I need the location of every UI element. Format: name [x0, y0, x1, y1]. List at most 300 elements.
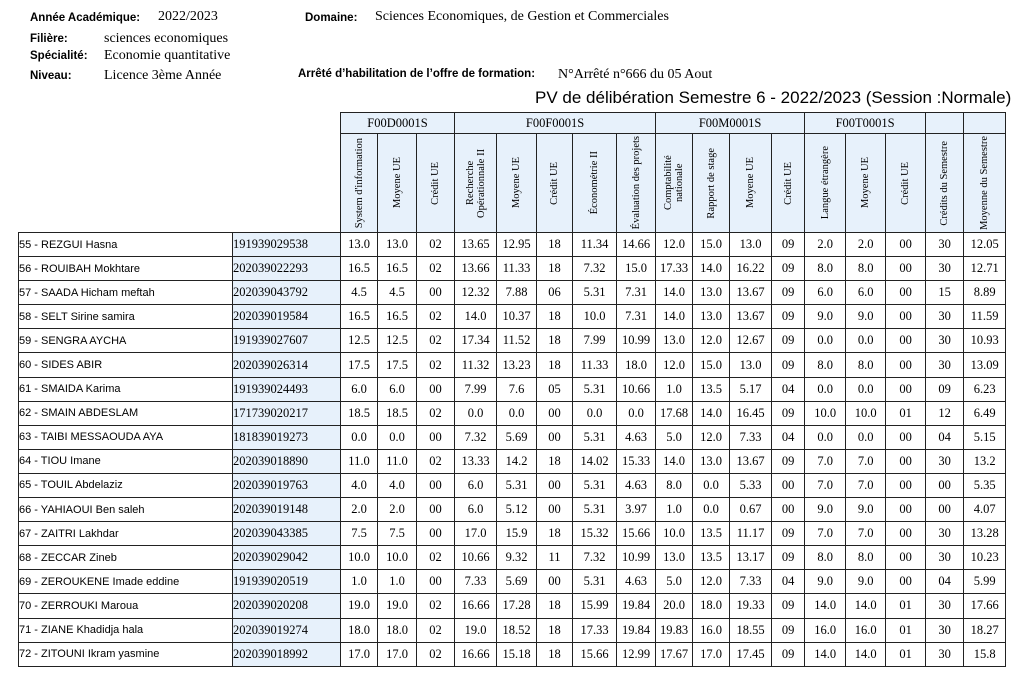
grade-cell: 5.31	[573, 473, 617, 497]
grade-cell: 18.5	[341, 401, 378, 425]
grade-cell: 09	[772, 353, 805, 377]
grade-cell: 0.0	[805, 377, 846, 401]
grade-cell: 11.0	[378, 449, 417, 473]
grade-cell: 15.32	[573, 522, 617, 546]
grade-cell: 11.33	[573, 353, 617, 377]
grade-cell: 12.32	[455, 281, 497, 305]
table-row	[19, 329, 1006, 353]
filiere-value: sciences economiques	[104, 31, 229, 46]
grade-cell: 00	[417, 522, 455, 546]
grade-cell: 8.0	[805, 257, 846, 281]
grade-cell: 13.5	[693, 546, 730, 570]
grade-cell: 00	[537, 401, 573, 425]
grade-cell: 12.0	[693, 570, 730, 594]
grade-cell: 17.0	[693, 642, 730, 666]
student-name: 63 - TAIBI MESSAOUDA AYA	[19, 425, 233, 449]
grade-cell: 18.55	[730, 618, 772, 642]
grade-cell: 10.93	[964, 329, 1006, 353]
grade-cell: 00	[886, 281, 926, 305]
grade-cell: 00	[537, 570, 573, 594]
grade-cell: 12.5	[341, 329, 378, 353]
grade-cell: 02	[417, 546, 455, 570]
column-header	[964, 134, 1006, 233]
grade-cell: 10.66	[617, 377, 656, 401]
student-name: 66 - YAHIAOUI Ben saleh	[19, 498, 233, 522]
grade-cell: 15.99	[573, 594, 617, 618]
student-matricule: 202039043385	[233, 522, 341, 546]
grade-cell: 02	[417, 257, 455, 281]
grade-cell: 7.6	[497, 377, 537, 401]
student-matricule: 202039018992	[233, 642, 341, 666]
grade-cell: 12.67	[730, 329, 772, 353]
grade-cell: 18.0	[341, 618, 378, 642]
grade-cell: 13.0	[378, 233, 417, 257]
student-matricule: 171739020217	[233, 401, 341, 425]
grade-cell: 17.45	[730, 642, 772, 666]
grade-cell: 11.32	[455, 353, 497, 377]
grade-cell: 7.32	[573, 257, 617, 281]
grade-cell: 00	[886, 546, 926, 570]
column-header	[693, 134, 730, 233]
grade-cell: 8.0	[846, 257, 886, 281]
grade-cell: 18.5	[378, 401, 417, 425]
grade-cell: 18	[537, 353, 573, 377]
grade-cell: 06	[537, 281, 573, 305]
grade-cell: 1.0	[378, 570, 417, 594]
grade-cell: 00	[537, 498, 573, 522]
grade-cell: 17.66	[964, 594, 1006, 618]
student-matricule: 202039020208	[233, 594, 341, 618]
grade-cell: 10.23	[964, 546, 1006, 570]
grade-cell: 5.35	[964, 473, 1006, 497]
grade-cell: 4.63	[617, 473, 656, 497]
grade-cell: 02	[417, 401, 455, 425]
column-header	[455, 134, 497, 233]
grade-cell: 16.5	[378, 305, 417, 329]
table-row	[19, 546, 1006, 570]
column-header-label: Crédit UE	[900, 161, 912, 205]
pv-title: PV de délibération Semestre 6 - 2022/2023 (Session :Normale)	[535, 88, 1012, 107]
grade-cell: 15.66	[617, 522, 656, 546]
grade-cell: 00	[537, 425, 573, 449]
student-matricule: 202039019274	[233, 618, 341, 642]
grade-cell: 5.12	[497, 498, 537, 522]
grade-cell: 16.66	[455, 642, 497, 666]
grade-cell: 01	[886, 618, 926, 642]
grade-cell: 09	[772, 257, 805, 281]
grade-cell: 14.66	[617, 233, 656, 257]
domaine-value: Sciences Economiques, de Gestion et Commerciales	[375, 9, 669, 24]
grade-cell: 30	[926, 522, 964, 546]
ue-code-empty	[926, 113, 964, 134]
grade-cell: 5.31	[573, 498, 617, 522]
grade-cell: 7.5	[341, 522, 378, 546]
grade-cell: 14.2	[497, 449, 537, 473]
grade-cell: 18	[537, 305, 573, 329]
specialite-label: Spécialité:	[30, 50, 88, 62]
grade-cell: 09	[772, 233, 805, 257]
grade-cell: 02	[417, 594, 455, 618]
grade-cell: 18	[537, 257, 573, 281]
student-name: 55 - REZGUI Hasna	[19, 233, 233, 257]
student-matricule: 191939029538	[233, 233, 341, 257]
grade-cell: 4.0	[378, 473, 417, 497]
grade-cell: 00	[417, 425, 455, 449]
grade-cell: 00	[926, 498, 964, 522]
student-matricule: 202039018890	[233, 449, 341, 473]
grade-cell: 19.0	[341, 594, 378, 618]
grade-cell: 8.89	[964, 281, 1006, 305]
student-name: 57 - SAADA Hicham meftah	[19, 281, 233, 305]
student-name: 61 - SMAIDA Karima	[19, 377, 233, 401]
table-row	[19, 233, 1006, 257]
grade-cell: 18	[537, 642, 573, 666]
column-header	[617, 134, 656, 233]
grade-cell: 10.0	[805, 401, 846, 425]
student-name: 69 - ZEROUKENE Imade eddine	[19, 570, 233, 594]
grade-cell: 6.0	[378, 377, 417, 401]
table-row	[19, 257, 1006, 281]
grade-cell: 11.52	[497, 329, 537, 353]
column-header	[846, 134, 886, 233]
arrete-label: Arrêté d’habilitation de l’offre de formation:	[298, 68, 536, 80]
grade-cell: 4.07	[964, 498, 1006, 522]
grade-cell: 10.99	[617, 329, 656, 353]
grade-cell: 7.0	[805, 522, 846, 546]
grade-cell: 30	[926, 305, 964, 329]
grade-cell: 00	[417, 473, 455, 497]
grade-cell: 18	[537, 233, 573, 257]
grade-cell: 30	[926, 642, 964, 666]
column-header-label: Crédit UE	[782, 161, 794, 205]
student-name: 71 - ZIANE Khadidja hala	[19, 618, 233, 642]
table-row	[19, 449, 1006, 473]
ue-code: F00T0001S	[805, 113, 926, 134]
grade-cell: 15.18	[497, 642, 537, 666]
student-matricule: 202039026314	[233, 353, 341, 377]
grade-cell: 6.0	[455, 473, 497, 497]
grade-cell: 5.33	[730, 473, 772, 497]
grade-cell: 2.0	[846, 233, 886, 257]
grade-cell: 0.0	[617, 401, 656, 425]
grade-cell: 11.34	[573, 233, 617, 257]
grade-cell: 17.5	[378, 353, 417, 377]
column-header-label: System d'information	[353, 137, 365, 229]
student-matricule: 191939024493	[233, 377, 341, 401]
grade-cell: 00	[772, 473, 805, 497]
table-row	[19, 642, 1006, 666]
grade-cell: 30	[926, 618, 964, 642]
grade-cell: 10.0	[341, 546, 378, 570]
grade-cell: 13.67	[730, 281, 772, 305]
column-header	[926, 134, 964, 233]
grade-cell: 17.34	[455, 329, 497, 353]
grade-cell: 9.0	[805, 305, 846, 329]
student-matricule: 202039019763	[233, 473, 341, 497]
grade-cell: 0.0	[846, 329, 886, 353]
grade-cell: 16.0	[846, 618, 886, 642]
grade-cell: 7.0	[805, 473, 846, 497]
column-header-label: Rapport de stage	[705, 147, 717, 219]
grade-cell: 7.33	[730, 570, 772, 594]
grade-cell: 17.67	[656, 642, 693, 666]
grade-cell: 9.0	[805, 570, 846, 594]
table-row	[19, 522, 1006, 546]
student-matricule: 202039022293	[233, 257, 341, 281]
grade-cell: 16.66	[455, 594, 497, 618]
column-header-label: Recherche Opérationnale II	[464, 148, 487, 218]
table-row	[19, 353, 1006, 377]
niveau-label: Niveau:	[30, 70, 72, 82]
grade-cell: 02	[417, 353, 455, 377]
ue-code: F00M0001S	[656, 113, 805, 134]
column-header	[573, 134, 617, 233]
grade-cell: 9.0	[846, 305, 886, 329]
grade-cell: 17.33	[656, 257, 693, 281]
grade-cell: 13.5	[693, 377, 730, 401]
grade-cell: 0.0	[573, 401, 617, 425]
grade-cell: 1.0	[341, 570, 378, 594]
grade-cell: 09	[772, 281, 805, 305]
grade-cell: 14.0	[805, 594, 846, 618]
grade-cell: 04	[772, 570, 805, 594]
grade-cell: 7.99	[455, 377, 497, 401]
grade-cell: 13.2	[964, 449, 1006, 473]
ue-code: F00D0001S	[341, 113, 455, 134]
grade-cell: 02	[417, 233, 455, 257]
grade-cell: 4.5	[378, 281, 417, 305]
student-matricule: 181839019273	[233, 425, 341, 449]
grade-cell: 13.0	[730, 353, 772, 377]
grade-cell: 00	[417, 377, 455, 401]
grade-cell: 0.0	[693, 473, 730, 497]
grade-cell: 8.0	[805, 546, 846, 570]
column-header	[417, 134, 455, 233]
column-header	[805, 134, 846, 233]
grade-cell: 0.0	[455, 401, 497, 425]
grade-cell: 8.0	[846, 546, 886, 570]
grade-cell: 5.31	[497, 473, 537, 497]
grade-cell: 4.63	[617, 570, 656, 594]
grade-cell: 7.0	[846, 522, 886, 546]
grade-cell: 5.0	[656, 570, 693, 594]
grade-cell: 16.5	[341, 257, 378, 281]
grade-cell: 10.0	[846, 401, 886, 425]
grade-cell: 2.0	[378, 498, 417, 522]
grade-cell: 00	[417, 498, 455, 522]
grade-cell: 01	[886, 594, 926, 618]
grade-cell: 17.0	[455, 522, 497, 546]
grade-cell: 13.0	[656, 546, 693, 570]
grade-cell: 30	[926, 353, 964, 377]
grade-cell: 12.0	[693, 425, 730, 449]
grade-cell: 12.0	[656, 233, 693, 257]
grade-cell: 8.0	[846, 353, 886, 377]
grade-cell: 15	[926, 281, 964, 305]
column-header-label: Langue étrangère	[819, 146, 831, 220]
grade-cell: 18	[537, 329, 573, 353]
grade-cell: 09	[772, 546, 805, 570]
table-row	[19, 425, 1006, 449]
grade-cell: 14.0	[656, 281, 693, 305]
grade-cell: 4.5	[341, 281, 378, 305]
grade-cell: 14.0	[846, 642, 886, 666]
grade-cell: 5.69	[497, 425, 537, 449]
grade-cell: 09	[772, 594, 805, 618]
grade-cell: 0.0	[497, 401, 537, 425]
grade-cell: 19.84	[617, 618, 656, 642]
grade-cell: 13.0	[693, 449, 730, 473]
grade-cell: 10.37	[497, 305, 537, 329]
grade-cell: 16.0	[693, 618, 730, 642]
grade-cell: 18	[537, 522, 573, 546]
grade-cell: 9.0	[846, 498, 886, 522]
grade-cell: 13.23	[497, 353, 537, 377]
student-matricule: 202039029042	[233, 546, 341, 570]
grade-cell: 9.32	[497, 546, 537, 570]
grade-cell: 19.0	[378, 594, 417, 618]
grade-cell: 7.32	[573, 546, 617, 570]
student-matricule: 202039019584	[233, 305, 341, 329]
grade-cell: 12.5	[378, 329, 417, 353]
grade-cell: 12.99	[617, 642, 656, 666]
grade-cell: 19.0	[455, 618, 497, 642]
grade-cell: 02	[417, 305, 455, 329]
grade-cell: 5.31	[573, 377, 617, 401]
grade-cell: 09	[772, 329, 805, 353]
grade-cell: 15.8	[964, 642, 1006, 666]
column-header	[378, 134, 417, 233]
grade-cell: 1.0	[656, 498, 693, 522]
niveau-value: Licence 3ème Année	[104, 68, 222, 83]
grade-cell: 14.0	[656, 305, 693, 329]
grade-cell: 00	[886, 498, 926, 522]
grade-cell: 5.0	[656, 425, 693, 449]
column-header	[730, 134, 772, 233]
grade-cell: 11.0	[341, 449, 378, 473]
grade-cell: 9.0	[805, 498, 846, 522]
grade-cell: 00	[886, 353, 926, 377]
grade-cell: 7.0	[846, 473, 886, 497]
grade-cell: 7.33	[455, 570, 497, 594]
grade-cell: 02	[417, 329, 455, 353]
grade-cell: 18.0	[378, 618, 417, 642]
grade-cell: 17.0	[378, 642, 417, 666]
grade-cell: 11.17	[730, 522, 772, 546]
grade-cell: 09	[772, 618, 805, 642]
grade-cell: 0.0	[378, 425, 417, 449]
grade-cell: 1.0	[656, 377, 693, 401]
grade-cell: 13.67	[730, 305, 772, 329]
grade-cell: 6.49	[964, 401, 1006, 425]
grade-cell: 18.0	[617, 353, 656, 377]
grade-cell: 17.33	[573, 618, 617, 642]
grade-cell: 11.33	[497, 257, 537, 281]
column-header-label: Moyene UE	[860, 157, 872, 209]
grade-cell: 16.5	[378, 257, 417, 281]
student-matricule: 202039043792	[233, 281, 341, 305]
grade-cell: 18	[537, 618, 573, 642]
grade-cell: 10.0	[573, 305, 617, 329]
grade-cell: 16.45	[730, 401, 772, 425]
grade-cell: 0.0	[341, 425, 378, 449]
grade-cell: 0.0	[805, 329, 846, 353]
grade-cell: 04	[926, 425, 964, 449]
grade-cell: 14.0	[656, 449, 693, 473]
table-row	[19, 618, 1006, 642]
student-name: 67 - ZAITRI Lakhdar	[19, 522, 233, 546]
grade-cell: 09	[772, 522, 805, 546]
grade-cell: 13.33	[455, 449, 497, 473]
student-matricule: 191939020519	[233, 570, 341, 594]
grade-cell: 00	[886, 570, 926, 594]
grade-cell: 00	[537, 473, 573, 497]
column-header-label: Évaluation des projets	[630, 136, 642, 230]
annee-value: 2022/2023	[158, 9, 218, 24]
grade-cell: 15.9	[497, 522, 537, 546]
table-row	[19, 377, 1006, 401]
student-name: 59 - SENGRA AYCHA	[19, 329, 233, 353]
grade-cell: 15.0	[617, 257, 656, 281]
grade-cell: 00	[772, 498, 805, 522]
table-row	[19, 305, 1006, 329]
grade-cell: 5.31	[573, 425, 617, 449]
grade-cell: 6.0	[341, 377, 378, 401]
table-row	[19, 594, 1006, 618]
grade-cell: 16.0	[805, 618, 846, 642]
grade-cell: 7.5	[378, 522, 417, 546]
domaine-label: Domaine:	[305, 12, 358, 24]
grade-cell: 12.0	[656, 353, 693, 377]
grade-cell: 18.52	[497, 618, 537, 642]
grade-cell: 19.84	[617, 594, 656, 618]
grade-cell: 00	[886, 522, 926, 546]
grade-cell: 18	[537, 594, 573, 618]
grade-cell: 01	[886, 642, 926, 666]
grade-cell: 6.0	[846, 281, 886, 305]
grade-cell: 6.0	[455, 498, 497, 522]
column-header-label: Moyene UE	[511, 157, 523, 209]
grade-cell: 04	[772, 425, 805, 449]
grade-cell: 13.0	[730, 233, 772, 257]
grade-cell: 0.0	[846, 425, 886, 449]
grade-cell: 4.0	[341, 473, 378, 497]
grade-cell: 5.31	[573, 570, 617, 594]
grade-cell: 17.68	[656, 401, 693, 425]
student-name: 62 - SMAIN ABDESLAM	[19, 401, 233, 425]
grade-cell: 09	[772, 642, 805, 666]
grade-cell: 00	[886, 473, 926, 497]
grade-cell: 15.0	[693, 353, 730, 377]
grade-cell: 30	[926, 257, 964, 281]
grade-cell: 13.09	[964, 353, 1006, 377]
column-header-label: Crédits du Semestre	[939, 140, 951, 226]
grade-cell: 13.66	[455, 257, 497, 281]
arrete-value: N°Arrêté n°666 du 05 Aout	[558, 67, 713, 82]
grade-cell: 12.05	[964, 233, 1006, 257]
grade-cell: 7.0	[805, 449, 846, 473]
student-matricule: 202039019148	[233, 498, 341, 522]
grade-cell: 10.0	[378, 546, 417, 570]
grade-cell: 7.33	[730, 425, 772, 449]
grade-cell: 5.99	[964, 570, 1006, 594]
grade-cell: 02	[417, 449, 455, 473]
student-name: 60 - SIDES ABIR	[19, 353, 233, 377]
grade-cell: 09	[772, 401, 805, 425]
grade-cell: 8.0	[805, 353, 846, 377]
grade-cell: 6.23	[964, 377, 1006, 401]
grade-cell: 19.83	[656, 618, 693, 642]
